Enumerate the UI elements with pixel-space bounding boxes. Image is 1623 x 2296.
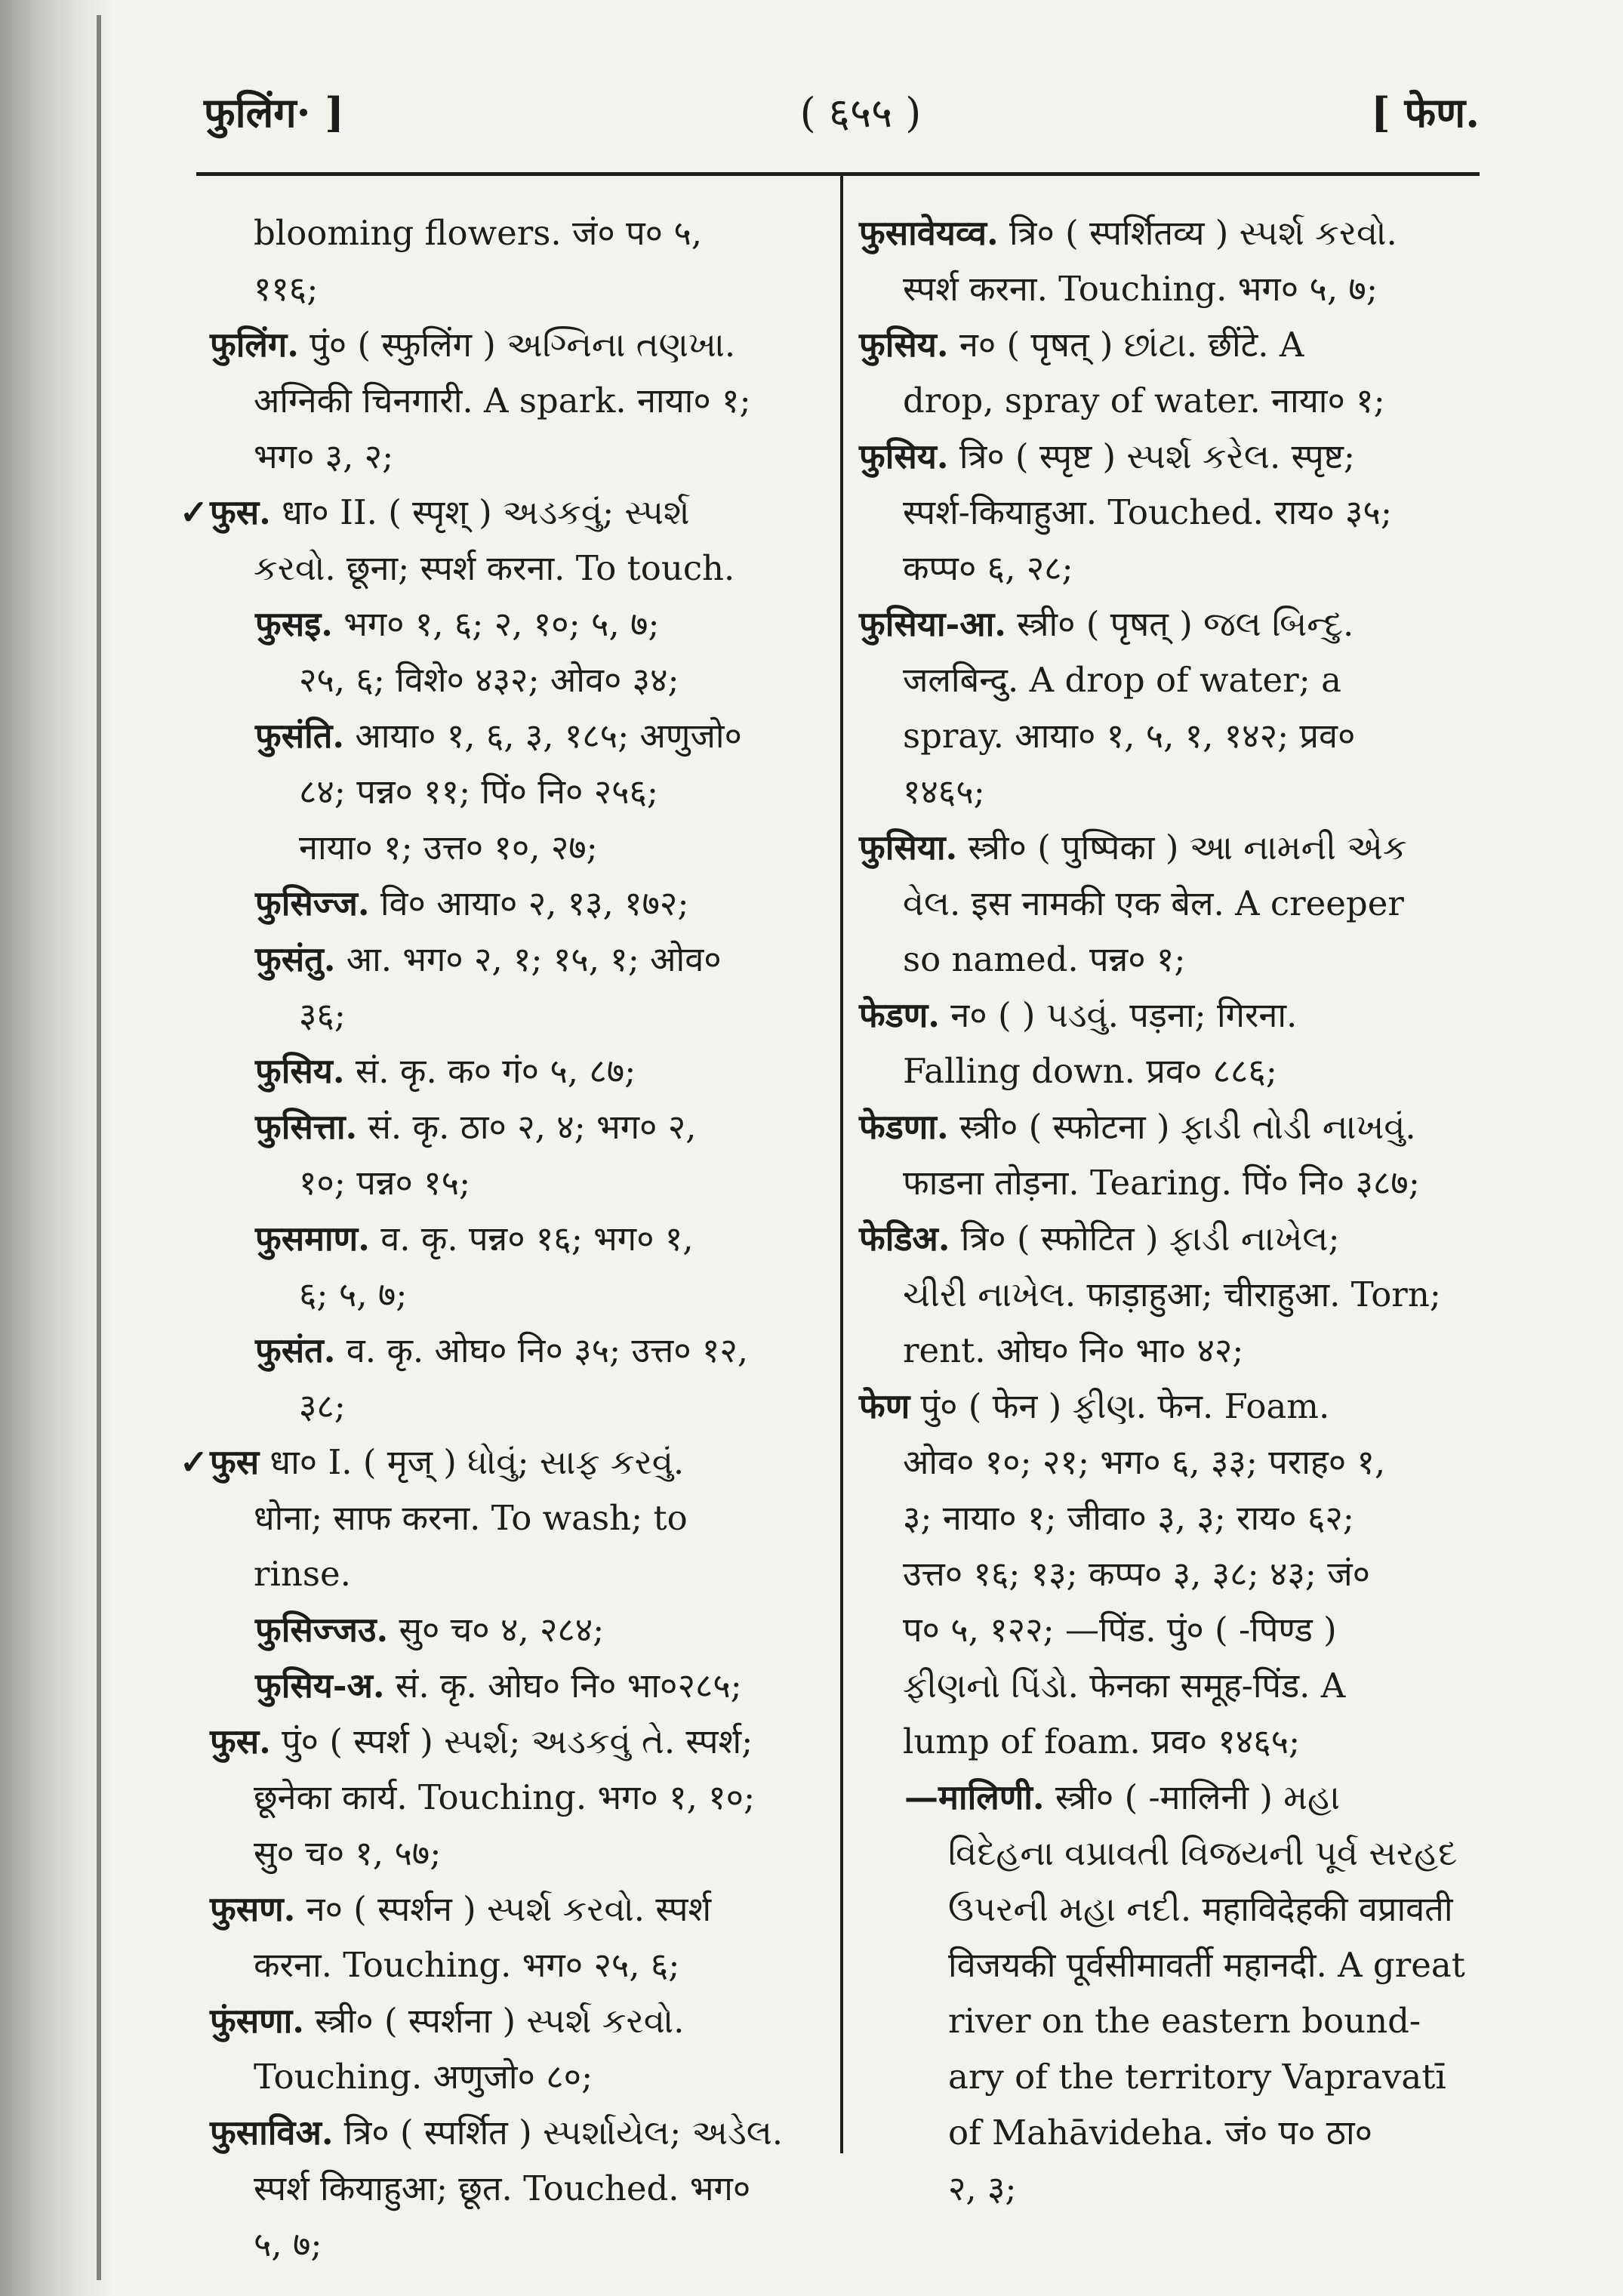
dictionary-entry bbox=[859, 1379, 1474, 1770]
dictionary-subentry bbox=[210, 1211, 852, 1323]
entry-line: उत्त० १६; १३; कप्प० ३, ३८; ४३; जं० bbox=[903, 1554, 1371, 1594]
entry-line: फेडणा. स्त्री० ( स्फोटना ) ફાડી તોડી નાખવું. bbox=[859, 1107, 1416, 1147]
dictionary-subentry bbox=[210, 596, 852, 708]
dictionary-entry bbox=[859, 1099, 1474, 1211]
entry-line: फाडना तोड़ना. Tearing. पिं० नि० ३८७; bbox=[903, 1163, 1420, 1203]
entry-line: વિદેહના વપ્રાવતી વિજયની પૂર્વ સરહદ bbox=[948, 1833, 1458, 1873]
left-column bbox=[180, 205, 852, 2273]
header-rule bbox=[196, 172, 1480, 176]
dictionary-entry bbox=[210, 1881, 852, 1993]
entry-line: फुसित्ता. सं. कृ. ठा० २, ४; भग० २, bbox=[255, 1107, 697, 1147]
dictionary-entry bbox=[180, 1435, 852, 1602]
entry-line: २५, ६; विशे० ४३२; ओव० ३४; bbox=[299, 660, 679, 700]
entry-line: ६; ५, ७; bbox=[299, 1274, 408, 1314]
dictionary-subentry bbox=[210, 932, 852, 1043]
dictionary-entry bbox=[859, 317, 1474, 429]
entry-line: सु० च० १, ५७; bbox=[254, 1833, 442, 1873]
entry-line: फुसण. न० ( स्पर्शन ) સ્પર્શ કરવો. स्पर्श bbox=[210, 1889, 712, 1929]
entry-line: भग० ३, २; bbox=[254, 436, 394, 476]
entry-line: river on the eastern bound- bbox=[948, 2001, 1421, 2041]
dictionary-subentry bbox=[210, 1099, 852, 1211]
entry-line: फुंसणा. स्त्री० ( स्पर्शना ) સ્પર્શ કરવો. bbox=[210, 2001, 685, 2041]
entry-line: कप्प० ६, २८; bbox=[903, 548, 1073, 588]
entry-line: फुसिज्ज. वि० आया० २, १३, १७२; bbox=[255, 883, 689, 923]
entry-line: ३८; bbox=[299, 1386, 346, 1426]
entry-line: करना. Touching. भग० २५, ६; bbox=[254, 1945, 680, 1985]
dictionary-entry bbox=[859, 205, 1474, 317]
dictionary-entry bbox=[859, 429, 1474, 596]
entry-line: ५, ७; bbox=[254, 2224, 322, 2264]
entry-line: फुलिंग. पुं० ( स्फुलिंग ) અગ્નિના તણખા. bbox=[210, 325, 736, 365]
dictionary-entry bbox=[210, 1714, 852, 1881]
entry-line: ओव० १०; २१; भग० ६, ३३; पराह० १, bbox=[903, 1442, 1386, 1482]
entry-line: ✓ फुस. धा० II. ( स्पृश् ) અડકવું; સ્પર્શ bbox=[210, 485, 852, 541]
entry-line: फुसिया. स्त्री० ( पुष्पिका ) આ નામની એક bbox=[859, 827, 1407, 868]
entry-continuation bbox=[210, 205, 852, 317]
right-column bbox=[859, 205, 1474, 2217]
dictionary-entry bbox=[859, 820, 1474, 988]
running-head-first-word: फुलिंग· ] bbox=[204, 88, 344, 137]
running-head bbox=[204, 76, 1480, 143]
running-head-last-word: [ फेण. bbox=[1371, 88, 1480, 137]
entry-line: फुसइ. भग० १, ६; २, १०; ५, ७; bbox=[255, 604, 660, 644]
entry-line: जलबिन्दु. A drop of water; a bbox=[903, 660, 1341, 700]
entry-line: स्पर्श करना. Touching. भग० ५, ७; bbox=[903, 269, 1378, 309]
entry-line: नाया० १; उत्त० १०, २७; bbox=[299, 827, 598, 868]
dictionary-subentry bbox=[210, 876, 852, 932]
entry-line: lump of foam. प्रव० १४६५; bbox=[903, 1721, 1301, 1761]
entry-line: फुसमाण. व. कृ. पन्न० १६; भग० १, bbox=[255, 1219, 694, 1259]
dictionary-entry bbox=[210, 317, 852, 485]
dictionary-entry bbox=[210, 1993, 852, 2105]
dictionary-entry bbox=[859, 1211, 1474, 1379]
entry-line: કરવો. छूना; स्पर्श करना. To touch. bbox=[254, 548, 735, 588]
dictionary-entry bbox=[210, 2105, 852, 2273]
dictionary-subentry bbox=[210, 1658, 852, 1714]
entry-line: फेडण. न० ( ) પડવું. पड़ना; गिरना. bbox=[859, 995, 1298, 1035]
entry-line: फेण पुं० ( फेन ) ફીણ. फेन. Foam. bbox=[859, 1386, 1330, 1426]
entry-line: ઉપરની મહા નદી. महाविदेहकी वप्रावती bbox=[948, 1889, 1453, 1929]
entry-line: ✓ फुस धा० I. ( मृज् ) ધોવું; સાફ કરવું. bbox=[210, 1435, 852, 1490]
entry-line: ચીરી નાખેલ. फाड़ाहुआ; चीराहुआ. Torn; bbox=[903, 1274, 1441, 1314]
entry-line: फुसिज्जउ. सु० च० ४, २८४; bbox=[255, 1610, 605, 1650]
dictionary-entry bbox=[180, 485, 852, 596]
entry-line: फुसंति. आया० १, ६, ३, १८५; अणुजो० bbox=[255, 716, 742, 756]
root-verb-tick-mark: ✓ bbox=[180, 492, 208, 532]
entry-line: drop, spray of water. नाया० १; bbox=[903, 381, 1385, 421]
dictionary-subentry bbox=[210, 708, 852, 876]
entry-line: २, ३; bbox=[948, 2168, 1017, 2208]
dictionary-subentry bbox=[210, 1602, 852, 1658]
entry-line: फुसंत. व. कृ. ओघ० नि० ३५; उत्त० १२, bbox=[255, 1330, 749, 1370]
entry-line: spray. आया० १, ५, १, १४२; प्रव० bbox=[903, 716, 1356, 756]
entry-line: फुसिय-अ. सं. कृ. ओघ० नि० भा०२८५; bbox=[255, 1666, 742, 1706]
entry-line: फुसावेयव्व. त्रि० ( स्पर्शितव्य ) સ્પર્શ કરવો. bbox=[859, 213, 1397, 253]
entry-line: धोना; साफ करना. To wash; to bbox=[254, 1498, 688, 1538]
entry-line: —मालिणी. स्त्री० ( -मालिनी ) મહા bbox=[904, 1777, 1340, 1817]
entry-line: १०; पन्न० १५; bbox=[299, 1163, 471, 1203]
entry-line: फुसंतु. आ. भग० २, १; १५, १; ओव० bbox=[255, 939, 722, 979]
page-gutter-shadow bbox=[97, 15, 101, 2280]
entry-line: ३६; bbox=[299, 995, 346, 1035]
entry-line: rent. ओघ० नि० भा० ४२; bbox=[903, 1330, 1244, 1370]
entry-line: फुसाविअ. त्रि० ( स्पर्शित ) સ્પર્શાયેલ; અડેલ. bbox=[210, 2113, 784, 2153]
entry-line: ary of the territory Vapravatī bbox=[948, 2057, 1446, 2097]
root-verb-tick-mark: ✓ bbox=[180, 1442, 208, 1482]
entry-line: ८४; पन्न० ११; पिं० नि० २५६; bbox=[299, 772, 659, 812]
entry-line: प० ५, १२२; —पिंड. पुं० ( -पिण्ड ) bbox=[903, 1610, 1337, 1650]
dictionary-subentry bbox=[210, 1323, 852, 1435]
entry-line: फुसिय. न० ( पृषत् ) છાંટા. छींटे. A bbox=[859, 325, 1304, 365]
entry-line: स्पर्श-कियाहुआ. Touched. राय० ३५; bbox=[903, 492, 1392, 532]
dictionary-subentry bbox=[859, 1770, 1474, 2217]
entry-line: विजयकी पूर्वसीमावर्ती महानदी. A great bbox=[948, 1945, 1465, 1985]
dictionary-subentry bbox=[210, 1043, 852, 1099]
entry-line: स्पर्श कियाहुआ; छूत. Touched. भग० bbox=[254, 2168, 751, 2208]
entry-line: વેલ. इस नामकी एक बेल. A creeper bbox=[903, 883, 1404, 923]
entry-line: फुसिय. त्रि० ( स्पृष्ट ) સ્પર્શ કરેલ. स्पृष्ट; bbox=[859, 436, 1356, 476]
page-number: ( ६५५ ) bbox=[799, 89, 922, 137]
entry-line: १४६५; bbox=[903, 772, 985, 812]
entry-line: so named. पन्न० १; bbox=[903, 939, 1186, 979]
entry-line: ११६; bbox=[254, 269, 319, 309]
entry-line: फुसिया-आ. स्त्री० ( पृषत् ) જલ બિન્દુ. bbox=[859, 604, 1354, 644]
entry-line: फेडिअ. त्रि० ( स्फोटित ) ફાડી નાખેલ; bbox=[859, 1219, 1340, 1259]
entry-line: छूनेका कार्य. Touching. भग० १, १०; bbox=[254, 1777, 756, 1817]
entry-line: फुसिय. सं. कृ. क० गं० ५, ८७; bbox=[255, 1051, 636, 1091]
entry-line: ३; नाया० १; जीवा० ३, ३; राय० ६२; bbox=[903, 1498, 1354, 1538]
entry-line: ફીણનો પિંડો. फेनका समूह-पिंड. A bbox=[903, 1666, 1346, 1706]
dictionary-entry bbox=[859, 596, 1474, 820]
entry-line: Touching. अणुजो० ८०; bbox=[254, 2057, 593, 2097]
dictionary-entry bbox=[859, 988, 1474, 1099]
entry-line: Falling down. प्रव० ८८६; bbox=[903, 1051, 1277, 1091]
entry-line: of Mahāvideha. जं० प० ठा० bbox=[948, 2113, 1372, 2153]
entry-line: blooming flowers. जं० प० ५, bbox=[254, 213, 703, 253]
entry-line: rinse. bbox=[254, 1554, 351, 1594]
entry-line: अग्निकी चिनगारी. A spark. नाया० १; bbox=[254, 381, 751, 421]
entry-line: फुस. पुं० ( स्पर्श ) સ્પર્શ; અડકવું તે. स्पर्श; bbox=[210, 1721, 753, 1761]
